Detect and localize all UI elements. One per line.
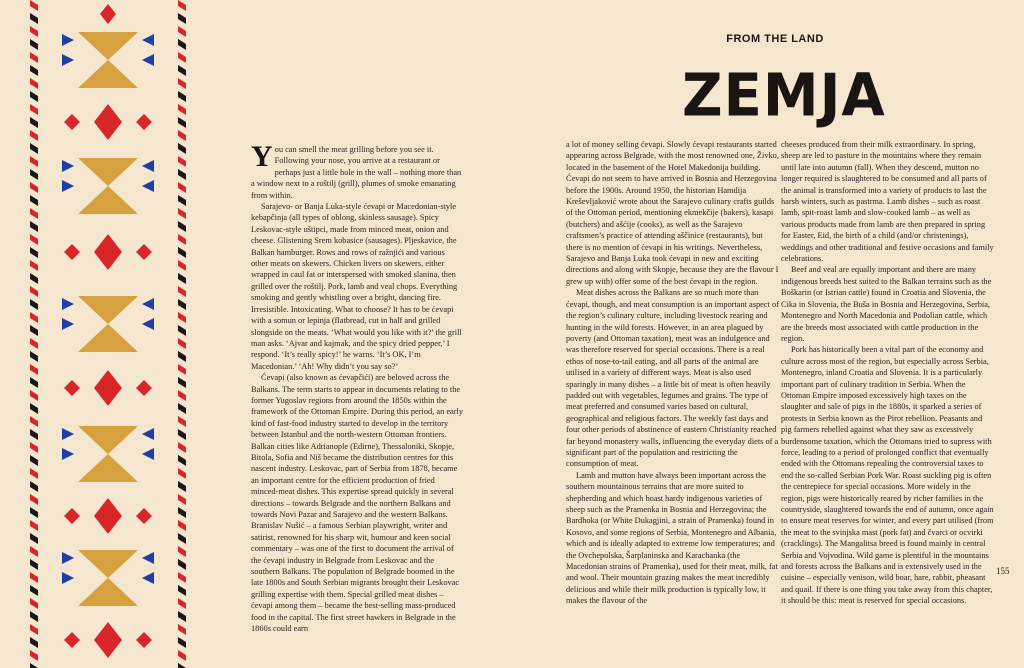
red-diamond-small bbox=[100, 4, 116, 24]
chevron-mark bbox=[178, 611, 186, 622]
red-diamond-small bbox=[64, 632, 80, 648]
blue-triangle bbox=[142, 34, 154, 46]
chevron-mark bbox=[30, 455, 38, 466]
chevron-mark bbox=[30, 312, 38, 323]
chevron-mark bbox=[178, 26, 186, 37]
chevron-mark bbox=[178, 286, 186, 297]
gold-triangle-top bbox=[78, 296, 138, 324]
gold-triangle-bottom bbox=[78, 60, 138, 88]
chevron-mark bbox=[30, 286, 38, 297]
chevron-mark bbox=[178, 507, 186, 518]
chevron-mark bbox=[30, 52, 38, 63]
blue-triangle bbox=[62, 54, 74, 66]
paragraph: a lot of money selling ćevapi. Slowly ćevapi restaurants started appearing across Belgrade, with the most renowned one, Živko, located in the basement of the Hotel Makedonija building. Ćevapi do not seem to have arrived in Bosnia and Herzegovina before the 1900s. Around 1950, the historian Hamdija Kreševljaković wrote about the Sarajevo culinary crafts guilds of the Ottoman period, mentioning ekmekčije (bakers), kasapi (butchers) and ašćije (cooks), as well as the Sarajevo craftsmen’s practice of attending aščinice (restaurants), but there is no mention of ćevapi in his writings. Nevertheless, Sarajevo and Banja Luka took ćevapi in new and exciting directions and along with Skopje, because they are the flavour I grew up with) offer some of the best ćevapi in the region. bbox=[566, 140, 779, 286]
chevron-mark bbox=[178, 429, 186, 440]
blue-triangle bbox=[142, 180, 154, 192]
blue-triangle bbox=[142, 54, 154, 66]
paragraph-text: ou can smell the meat grilling before you see it. Following your nose, you arrive at a restaurant or perhaps just a little hole in the wall – nothing more than a window next to a roštilj (grill), plumes of smoke emanating from within. bbox=[251, 145, 462, 200]
chevron-mark bbox=[178, 78, 186, 89]
chevron-mark bbox=[30, 299, 38, 310]
chevron-mark bbox=[30, 39, 38, 50]
chevron-mark bbox=[30, 234, 38, 245]
blue-triangle bbox=[142, 160, 154, 172]
chevron-mark bbox=[178, 260, 186, 271]
chevron-mark bbox=[178, 559, 186, 570]
chevron-mark bbox=[30, 260, 38, 271]
text-column-2 bbox=[566, 139, 779, 607]
chevron-mark bbox=[178, 572, 186, 583]
blue-triangle bbox=[62, 180, 74, 192]
chevron-mark bbox=[30, 247, 38, 258]
chevron-mark bbox=[178, 520, 186, 531]
chevron-mark bbox=[178, 403, 186, 414]
red-diamond bbox=[94, 498, 122, 534]
chevron-mark bbox=[30, 637, 38, 648]
gold-triangle-top bbox=[78, 426, 138, 454]
blue-triangle bbox=[142, 448, 154, 460]
chevron-mark bbox=[30, 377, 38, 388]
chevron-mark bbox=[30, 468, 38, 479]
chevron-mark bbox=[30, 494, 38, 505]
chevron-mark bbox=[178, 104, 186, 115]
red-diamond-small bbox=[64, 244, 80, 260]
blue-triangle bbox=[62, 298, 74, 310]
gold-triangle-top bbox=[78, 158, 138, 186]
chapter-title: ZEMJA bbox=[682, 62, 886, 131]
chevron-mark bbox=[30, 208, 38, 219]
chevron-mark bbox=[178, 208, 186, 219]
chevron-mark bbox=[178, 39, 186, 50]
gold-triangle-top bbox=[78, 32, 138, 60]
paragraph bbox=[251, 140, 464, 201]
chevron-mark bbox=[30, 663, 38, 668]
text-column-3 bbox=[781, 139, 994, 607]
chevron-mark bbox=[178, 325, 186, 336]
chevron-mark bbox=[30, 78, 38, 89]
chevron-mark bbox=[178, 52, 186, 63]
chevron-mark bbox=[30, 117, 38, 128]
blue-triangle bbox=[142, 298, 154, 310]
chevron-mark bbox=[178, 416, 186, 427]
right-chevron-bands bbox=[178, 0, 186, 668]
chevron-mark bbox=[30, 390, 38, 401]
chevron-mark bbox=[30, 624, 38, 635]
red-diamond-small bbox=[136, 244, 152, 260]
blue-triangle bbox=[62, 448, 74, 460]
paragraph: Sarajevo- or Banja Luka-style ćevapi or Macedonian-style kebapčinja (all types of oblong, skinless sausage). Spicy Leskovac-style uštipci, made from minced meat, onion and cheese. Glistening Srem kobasice (sausages). Pljeskavice, the Balkan hamburger. Rows and rows of ražnjići and various other meats on skewers. Chicken livers on skewers, either wrapped in caul fat or interspersed with smoked slanina, then grilled over the roštilj. Pork, lamb and veal chops. Everything smoking and gently whistling over a bright, dancing fire. Irresistible. Intoxicating. What to choose? It has to be ćevapi with a somun or lepinja (flatbread, cut in half and grilled slongside on the meats. ‘What would you like with it?’ the grill man asks. ‘Ajvar and kajmak, and the spicy dried pepper,’ I respond. ‘It’s really spicy!’ he warns. ‘It’s OK, I’m Macedonian.’ ‘Ah! Why didn’t you say so?’ bbox=[251, 202, 462, 371]
left-chevron-bands bbox=[30, 0, 38, 668]
chevron-mark bbox=[178, 221, 186, 232]
chevron-mark bbox=[178, 130, 186, 141]
chevron-mark bbox=[178, 533, 186, 544]
chevron-mark bbox=[30, 273, 38, 284]
chevron-mark bbox=[178, 273, 186, 284]
blue-triangle bbox=[142, 428, 154, 440]
chevron-mark bbox=[178, 637, 186, 648]
chevron-mark bbox=[30, 221, 38, 232]
paragraph: Meat dishes across the Balkans are so much more than ćevapi, though, and meat consumption is an important aspect of the region’s culinary culture, including livestock rearing and hunting in the wild forests. However, in an area plagued by poverty (and Ottoman taxation), meat was an indulgence and was therefore reserved for special occasions. There is a real ethos of nose-to-tail eating, and all parts of the animal are utilised in a variety of different ways. Meat is also used sparingly in many dishes – a little bit of meat is often heavily padded out with vegetables, legumes and grains. The type of meat preferred and consumed varies based on cultural, geographical and religious factors. The weekly fast days and four other periods of abstinence of eastern Christianity reached far beyond monastery walls, influencing the everyday diets of a significant part of the population and restricting the consumption of meat. bbox=[566, 288, 779, 469]
blue-triangle bbox=[142, 572, 154, 584]
chevron-mark bbox=[178, 468, 186, 479]
chevron-mark bbox=[178, 169, 186, 180]
chevron-mark bbox=[30, 507, 38, 518]
text-column-1 bbox=[251, 140, 464, 634]
paragraph: Lamb and mutton have always been important across the southern mountainous terrains that are more suited to shepherding and which boast hardy indigenous varieties of sheep such as the Pramenka in Bosnia and Herzegovina; the Bardhoka (or White Dukagjini, a strain of Pramenka) found in Kosovo, and some regions of Serbia, Montenegro and Albania, which and is ideally adapted to extreme low temperatures; and the Ovchepolska, Šarplaninska and Karachanka (the Macedonian strains of Pramenka), used for their meat, milk, fat and wool. Their mountain grazing makes the meat incredibly delicious and while their milk production is typically low, it makes the flavour of the bbox=[566, 470, 778, 606]
gold-triangle-bottom bbox=[78, 186, 138, 214]
chevron-mark bbox=[178, 351, 186, 362]
chevron-mark bbox=[30, 351, 38, 362]
paragraph: Ćevapi (also known as ćevapčići) are beloved across the Balkans. The term starts to appear in documents relating to the former Yugoslav regions from around the 1850s within the framework of the Ottoman Empire. During this period, an early kind of fast-food industry started to develop in the territory between Istanbul and the north-western Ottoman frontiers. Balkan cities like Adrianople (Edirne), Thessaloniki, Skopje, Bitola, Sofia and Niš became the distribution centres for this nascent industry. Leskovac, part of Serbia from 1878, became an important centre for the efficient production of fried minced-meat dishes. This expertise spread quickly in several directions – towards Belgrade and the northern Balkans and towards Novi Pazar and Sarajevo and the western Balkans. Branislav Nušić – a famous Serbian playwright, writer and satirist, renowned for his sharp wit, humour and keen social commentary – was one of the first to document the arrival of the ćevapi industry in Belgrade from Leskovac and the southern Balkans. The population of Belgrade boomed in the late 1800s and South Serbian migrants brought their Leskovac grilling expertise with them. Special grilled meat dishes – ćevapi among them – became the best-selling mass-produced food in the capital. The first street hawkers in Belgrade in the 1860s could earn bbox=[251, 373, 464, 634]
chevron-mark bbox=[178, 247, 186, 258]
chevron-mark bbox=[178, 143, 186, 154]
chevron-mark bbox=[30, 442, 38, 453]
red-diamond-small bbox=[136, 114, 152, 130]
red-diamond-small bbox=[64, 508, 80, 524]
red-diamond bbox=[94, 234, 122, 270]
chevron-mark bbox=[30, 143, 38, 154]
blue-triangle bbox=[62, 552, 74, 564]
chevron-mark bbox=[30, 650, 38, 661]
chevron-mark bbox=[30, 546, 38, 557]
chevron-mark bbox=[178, 650, 186, 661]
chevron-mark bbox=[178, 234, 186, 245]
chevron-mark bbox=[178, 117, 186, 128]
chevron-mark bbox=[30, 156, 38, 167]
gold-triangle-bottom bbox=[78, 454, 138, 482]
chevron-mark bbox=[30, 533, 38, 544]
chevron-mark bbox=[178, 364, 186, 375]
chevron-mark bbox=[178, 546, 186, 557]
chevron-mark bbox=[30, 598, 38, 609]
chevron-mark bbox=[178, 598, 186, 609]
chevron-mark bbox=[30, 104, 38, 115]
chevron-mark bbox=[178, 13, 186, 24]
paragraph: cheeses produced from their milk extraordinary. In spring, sheep are led to pasture in the mountains where they remain until late into autumn (fall). When they descend, mutton no longer required is slaughtered to be consumed and all parts of the animal is transformed into a variety of products to last the harsh winters, such as pastrma. Lamb dishes – such as roast lamb, spit-roast lamb and slow-cooked lamb – as well as various products made from lamb are then prepared in spring for Easter, Eid, the birth of a child (and/or christenings), weddings and other traditional and festive occasions and family celebrations. bbox=[781, 140, 994, 264]
chevron-mark bbox=[30, 559, 38, 570]
paragraph: Pork has historically been a vital part of the economy and culture across most of the region, but especially across Serbia, Montenegro, inland Croatia and Slovenia. It is a particularly important part of culinary tradition in Serbia. When the Ottoman Empire imposed excessively high taxes on the slaughter and sale of pigs in the 1880s, it sparked a series of protests in Serbia known as the Pirot rebellion. Peasants and pig farmers rebelled against what they saw as excessively burdensome taxation, which the Ottomans tried to supress with force, leading to a period of prolonged conflict that eventually ended with the Ottomans repealing the controversial taxes to end the so-called Serbian Pork War. Roast suckling pig is often the centrepiece for special occasions. More widely in the region, pigs were historically reared by richer families in the countryside, slaughtered towards the end of autumn, once again to ensure meat reserves for winter, and every part utilised (from the meat to the svinjska mast (pork fat) and čvarci or ocvirki (cracklings). The Mangalitsa breed is found mainly in central Serbia and Vojvodina. Wild game is plentiful in the mountains and forests across the Balkans and is extensively used in the cuisine – especially venison, wild boar, hare, rabbit, pheasant and quail. If there is one thing you take away from this chapter, it should be this: meat is reserved for special occasions. bbox=[781, 345, 994, 606]
blue-triangle bbox=[62, 318, 74, 330]
chevron-mark bbox=[30, 26, 38, 37]
chevron-mark bbox=[178, 663, 186, 668]
chevron-mark bbox=[30, 13, 38, 24]
chevron-mark bbox=[30, 65, 38, 76]
page-number: 155 bbox=[996, 566, 1010, 576]
chevron-mark bbox=[178, 338, 186, 349]
red-diamond bbox=[94, 622, 122, 658]
blue-triangle bbox=[62, 160, 74, 172]
chevron-mark bbox=[178, 442, 186, 453]
chevron-mark bbox=[178, 299, 186, 310]
chevron-mark bbox=[30, 429, 38, 440]
chevron-mark bbox=[178, 0, 186, 11]
paragraph: Beef and veal are equally important and there are many indigenous breeds best suited to the Balkan terrains such as the Boškarin (or Istrian cattle) found in Croatia and Slovenia, the Cika in Slovenia, the Buša in Bosnia and Herzegovina, Serbia, Montenegro and North Macedonia and Podolian cattle, which are the breeds most associated with cattle production in the region. bbox=[781, 265, 992, 343]
chevron-mark bbox=[178, 91, 186, 102]
chevron-mark bbox=[30, 364, 38, 375]
gold-triangle-top bbox=[78, 550, 138, 578]
blue-triangle bbox=[62, 572, 74, 584]
chevron-mark bbox=[30, 611, 38, 622]
chevron-mark bbox=[30, 572, 38, 583]
red-diamond bbox=[94, 370, 122, 406]
chevron-mark bbox=[178, 481, 186, 492]
chevron-mark bbox=[178, 585, 186, 596]
chevron-mark bbox=[30, 520, 38, 531]
blue-triangle bbox=[142, 318, 154, 330]
chevron-mark bbox=[178, 377, 186, 388]
chevron-mark bbox=[30, 169, 38, 180]
red-diamond bbox=[94, 104, 122, 140]
chevron-mark bbox=[30, 481, 38, 492]
chevron-mark bbox=[30, 182, 38, 193]
chevron-mark bbox=[178, 182, 186, 193]
chevron-mark bbox=[178, 624, 186, 635]
drop-cap: Y bbox=[251, 140, 273, 173]
folk-pattern-border bbox=[22, 0, 194, 668]
red-diamond-small bbox=[136, 380, 152, 396]
chevron-mark bbox=[178, 65, 186, 76]
blue-triangle bbox=[62, 428, 74, 440]
blue-triangle bbox=[62, 34, 74, 46]
chevron-mark bbox=[178, 195, 186, 206]
chevron-mark bbox=[30, 403, 38, 414]
red-diamond-small bbox=[136, 508, 152, 524]
chevron-mark bbox=[178, 455, 186, 466]
chevron-mark bbox=[30, 416, 38, 427]
red-diamond-small bbox=[64, 380, 80, 396]
folk-motif-column bbox=[62, 4, 154, 658]
gold-triangle-bottom bbox=[78, 324, 138, 352]
chevron-mark bbox=[30, 130, 38, 141]
red-diamond-small bbox=[64, 114, 80, 130]
chevron-mark bbox=[30, 585, 38, 596]
chevron-mark bbox=[30, 0, 38, 11]
chevron-mark bbox=[30, 325, 38, 336]
chevron-mark bbox=[178, 156, 186, 167]
chevron-mark bbox=[178, 312, 186, 323]
chevron-mark bbox=[178, 390, 186, 401]
chevron-mark bbox=[30, 195, 38, 206]
red-diamond-small bbox=[136, 632, 152, 648]
chevron-mark bbox=[30, 338, 38, 349]
section-kicker: FROM THE LAND bbox=[726, 33, 824, 45]
chevron-mark bbox=[178, 494, 186, 505]
chevron-mark bbox=[30, 91, 38, 102]
blue-triangle bbox=[142, 552, 154, 564]
gold-triangle-bottom bbox=[78, 578, 138, 606]
